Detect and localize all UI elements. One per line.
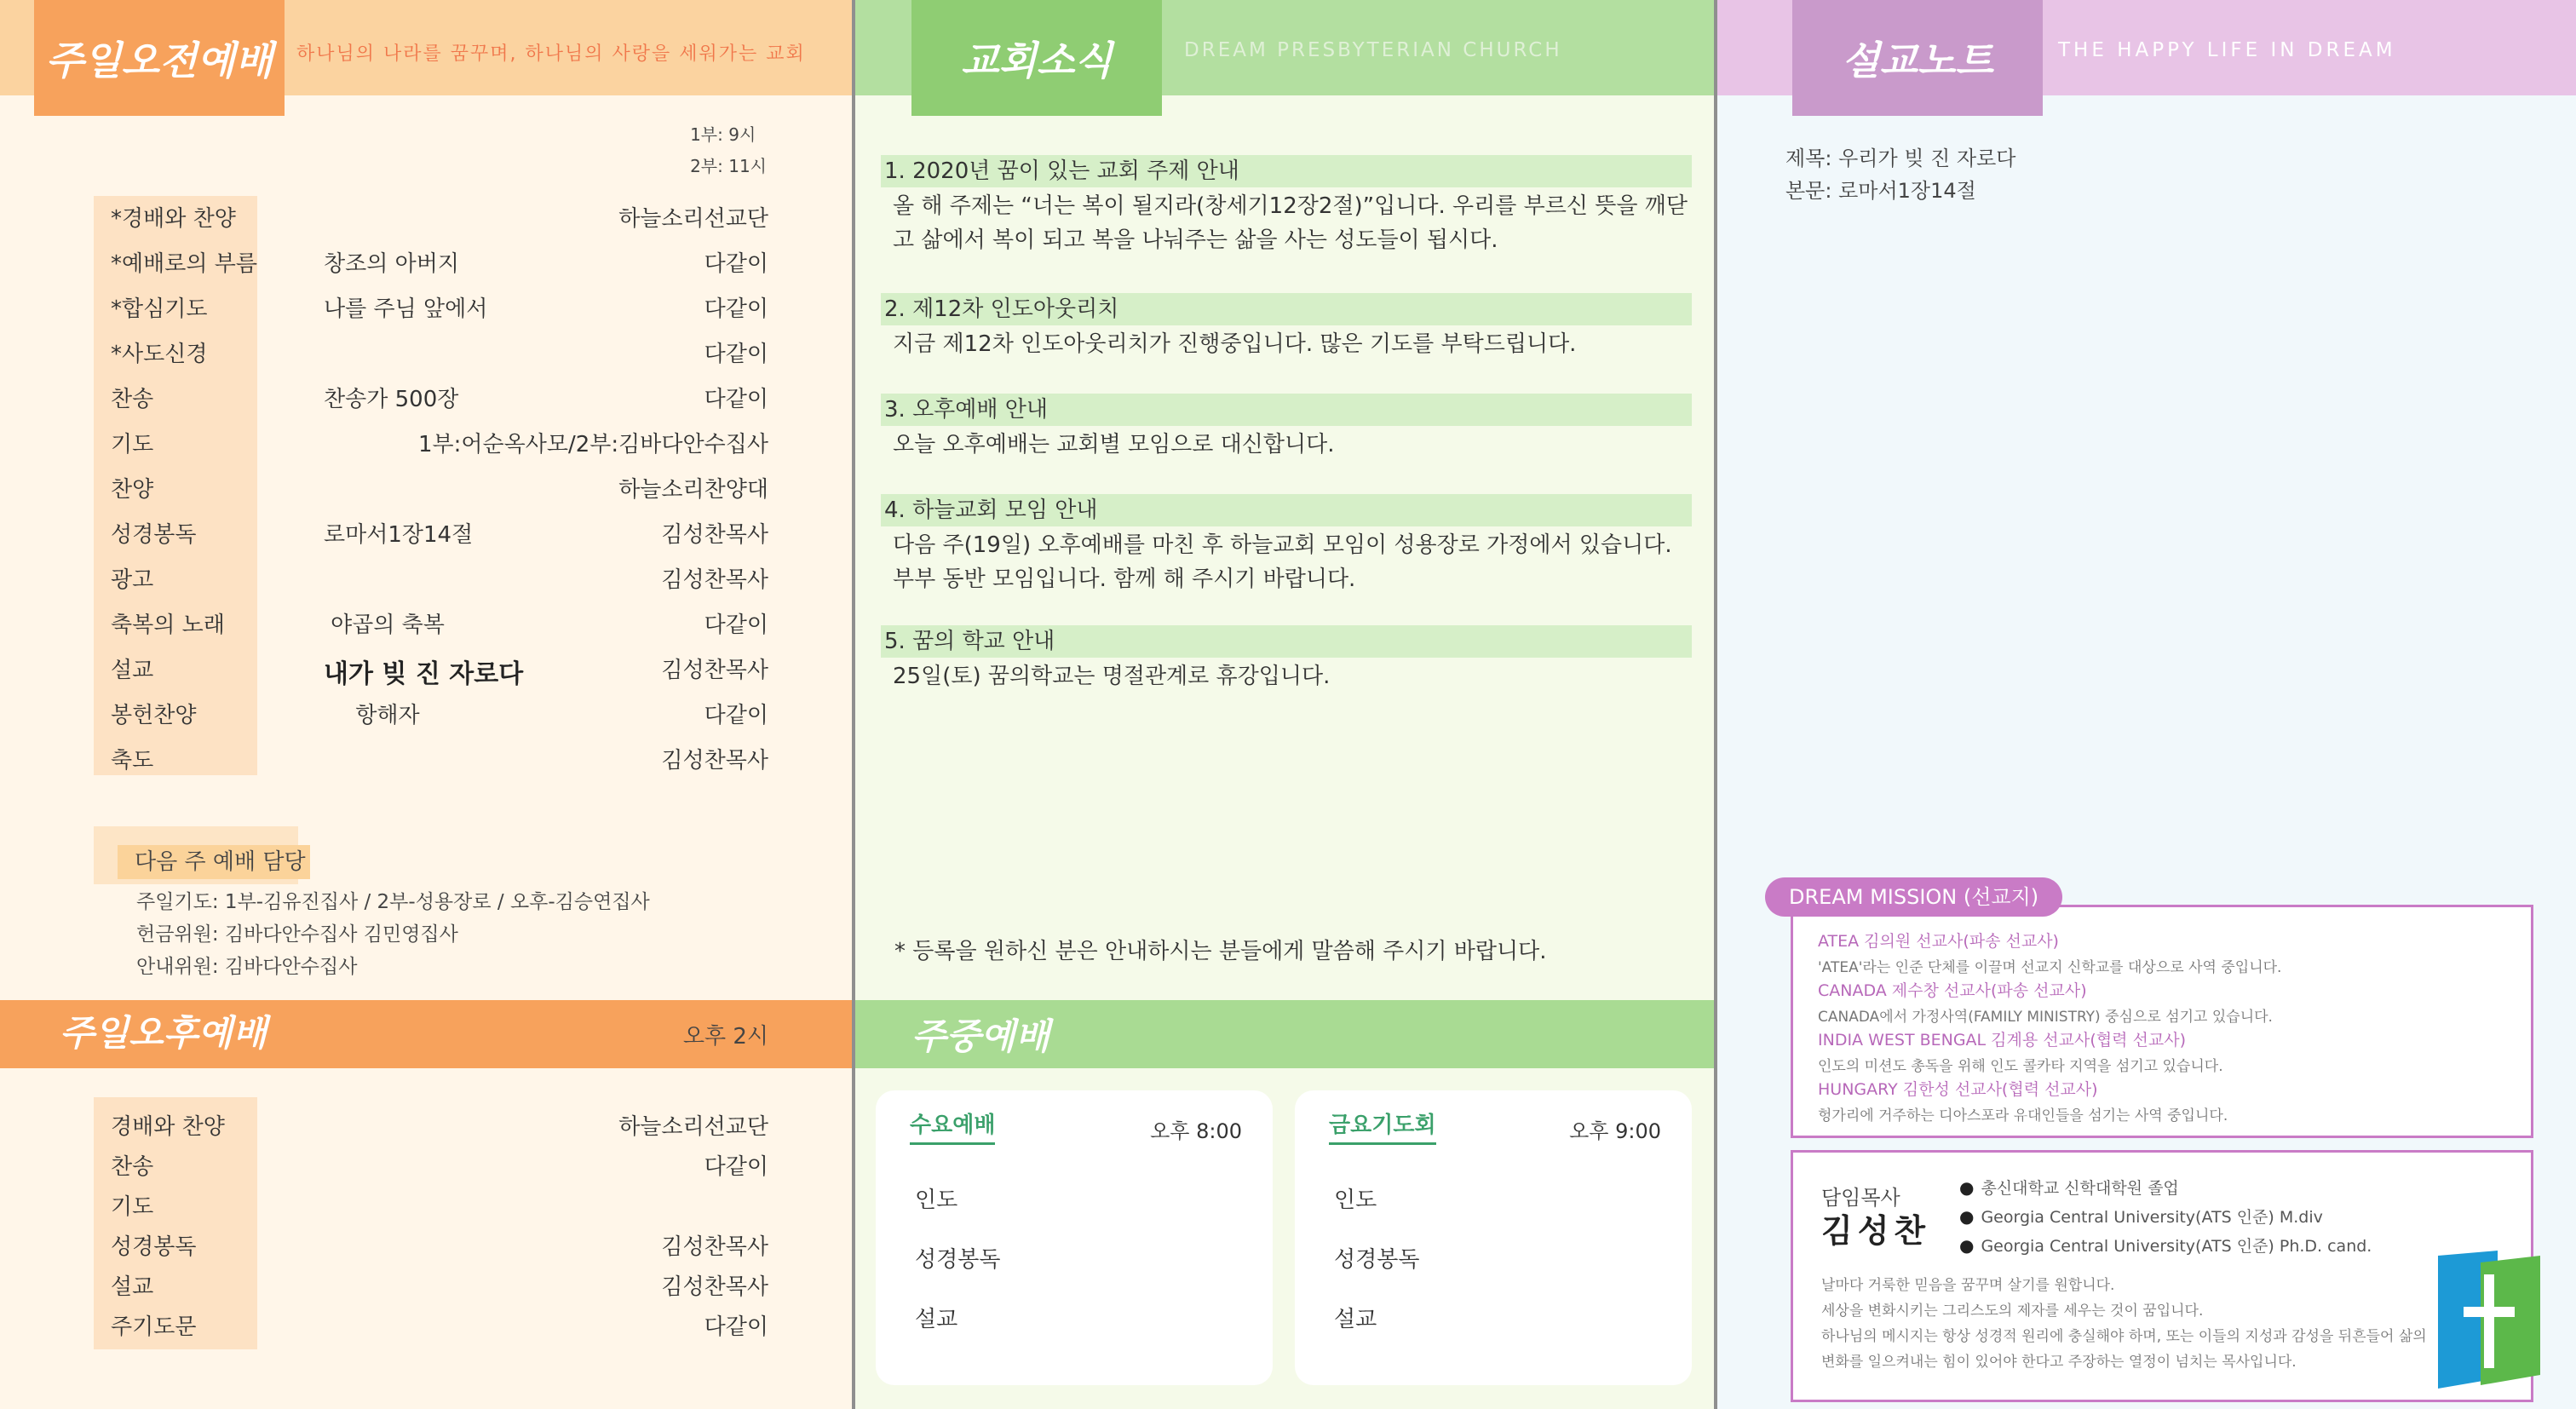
afternoon-item-name: 주기도문 [111,1314,197,1340]
news-item-title: 4. 하늘교회 모임 안내 [881,494,1692,526]
friday-item: 성경봉독 [1334,1247,1420,1273]
friday-item: 인도 [1334,1188,1377,1213]
order-item-title: 항해자 [355,703,420,728]
weekday-service-title: 주중예배 [911,1015,1050,1057]
news-item-body [881,327,1692,361]
pastor-bio-line: 변화를 일으켜내는 힘이 있어야 한다고 주장하는 열정이 넘치는 목사입니다. [1821,1354,2297,1371]
order-row [0,653,852,698]
order-item-name: *예배로의 부름 [111,251,257,277]
pastor-credential: ● 총신대학교 신학대학원 졸업 [1959,1176,2179,1199]
mission-name: ATEA 김의원 선교사(파송 선교사) [1818,932,2059,951]
pastor-role: 담임목사 [1821,1186,1900,1210]
afternoon-order-row [0,1309,852,1349]
order-row [0,336,852,382]
news-item [881,394,1692,462]
news-item [881,625,1692,693]
church-news-panel [855,0,1714,1409]
order-row [0,607,852,653]
pastor-bio-line: 세상을 변화시키는 그리스도의 제자를 세우는 것이 꿈입니다. [1821,1303,2204,1320]
news-body-line: 올 해 주제는 “너는 복이 될지라(창세기12장2절)”입니다. 우리를 부르신 뜻을 깨닫 [893,193,1688,219]
morning-service-title: 주일오전예배 [34,0,285,116]
mission-name: HUNGARY 김한성 선교사(협력 선교사) [1818,1080,2098,1099]
mission-description: CANADA에서 가정사역(FAMILY MINISTRY) 중심으로 섬기고 있습니다. [1818,1009,2273,1026]
order-item-name: 축도 [111,748,154,774]
afternoon-item-leader: 김성찬목사 [661,1234,768,1260]
order-row [0,698,852,743]
order-item-name: 봉헌찬양 [111,703,197,728]
order-item-name: *사도신경 [111,342,208,367]
next-week-offering: 헌금위원: 김바다안수집사 김민영집사 [136,923,458,946]
afternoon-service-time: 오후 2시 [682,1024,768,1050]
registration-note: * 등록을 원하신 분은 안내하시는 분들에게 말씀해 주시기 바랍니다. [894,939,1547,964]
news-item [881,494,1692,596]
order-item-name: 광고 [111,567,154,593]
mission-name: CANADA 제수창 선교사(파송 선교사) [1818,981,2087,1000]
order-item-title: 로마서1장14절 [324,522,474,548]
pastor-bio-line: 날마다 거룩한 믿음을 꿈꾸며 살기를 원합니다. [1821,1277,2115,1294]
service-time-1: 1부: 9시 [690,124,756,145]
order-item-leader: 하늘소리선교단 [618,206,768,232]
news-body-line: 다음 주(19일) 오후예배를 마친 후 하늘교회 모임이 성용장로 가정에서 있습니다. [893,532,1672,558]
news-item-title: 2. 제12차 인도아웃리치 [881,293,1692,325]
afternoon-item-leader: 다같이 [704,1314,768,1340]
news-body-line: 부부 동반 모임입니다. 함께 해 주시기 바랍니다. [893,566,1356,592]
afternoon-item-name: 설교 [111,1274,154,1300]
friday-service-time: 오후 9:00 [1569,1119,1661,1143]
order-item-title: 나를 주님 앞에서 [324,296,488,322]
news-item-body [881,189,1692,257]
afternoon-order-row [0,1189,852,1228]
afternoon-item-leader: 다같이 [704,1154,768,1180]
order-item-leader: 김성찬목사 [661,567,768,593]
wednesday-card [876,1090,1273,1385]
order-item-title: 창조의 아버지 [324,251,459,277]
news-item-body [881,428,1692,462]
afternoon-order-row [0,1109,852,1148]
order-item-name: 기도 [111,432,154,457]
friday-item: 설교 [1334,1307,1377,1332]
order-item-leader: 김성찬목사 [661,522,768,548]
order-item-leader: 다같이 [704,251,768,277]
order-item-title: 내가 빚 진 자로다 [324,659,524,689]
wednesday-item: 성경봉독 [915,1247,1001,1273]
sermon-subtitle: THE HAPPY LIFE IN DREAM [2058,39,2396,61]
mission-description: 헝가리에 거주하는 디아스포라 유대인들을 섬기는 사역 중입니다. [1818,1107,2228,1124]
friday-card [1295,1090,1692,1385]
order-row [0,291,852,336]
order-item-leader: 다같이 [704,703,768,728]
news-item-title: 1. 2020년 꿈이 있는 교회 주제 안내 [881,155,1692,187]
order-row [0,472,852,517]
order-row [0,562,852,607]
pastor-name: 김성찬 [1821,1212,1931,1250]
order-item-leader: 하늘소리찬양대 [618,477,768,503]
order-item-title: 찬송가 500장 [324,387,459,412]
afternoon-item-name: 경배와 찬양 [111,1114,225,1140]
afternoon-item-name: 기도 [111,1194,154,1220]
order-row [0,427,852,472]
order-item-leader: 다같이 [704,387,768,412]
mission-tag: DREAM MISSION (선교지) [1765,877,2062,917]
news-item-body [881,659,1692,693]
news-item [881,155,1692,257]
order-item-leader: 김성찬목사 [661,658,768,683]
next-week-usher: 안내위원: 김바다안수집사 [136,956,358,978]
sermon-notes-title: 설교노트 [1792,0,2043,116]
order-item-name: 찬양 [111,477,154,503]
afternoon-item-leader: 하늘소리선교단 [618,1114,768,1140]
order-item-name: 성경봉독 [111,522,197,548]
news-body-line: 오늘 오후예배는 교회별 모임으로 대신합니다. [893,432,1335,457]
service-times [690,119,767,182]
order-row [0,382,852,427]
order-item-leader: 다같이 [704,296,768,322]
news-body-line: 지금 제12차 인도아웃리치가 진행중입니다. 많은 기도를 부탁드립니다. [893,331,1577,357]
pastor-credential: ● Georgia Central University(ATS 인준) Ph.D. cand. [1959,1234,2372,1257]
church-cross-logo [2438,1251,2540,1389]
order-item-name: 설교 [111,658,154,683]
mission-description: 'ATEA'라는 인준 단체를 이끌며 선교지 신학교를 대상으로 사역 중입니다. [1818,959,2282,976]
order-row [0,517,852,562]
news-item-title: 5. 꿈의 학교 안내 [881,625,1692,658]
sermon-title: 제목: 우리가 빚 진 자로다 [1785,147,2016,170]
afternoon-order-row [0,1269,852,1308]
mission-description: 인도의 미션도 총독을 위해 인도 콜카타 지역을 섬기고 있습니다. [1818,1058,2223,1075]
wednesday-item: 설교 [915,1307,958,1332]
wednesday-item: 인도 [915,1188,958,1213]
mission-name: INDIA WEST BENGAL 김계용 선교사(협력 선교사) [1818,1031,2186,1050]
friday-service-name: 금요기도회 [1329,1107,1436,1145]
order-item-leader: 다같이 [704,612,768,638]
news-body-line: 고 삶에서 복이 되고 복을 나눠주는 삶을 사는 성도들이 됩시다. [893,227,1498,253]
wednesday-service-name: 수요예배 [910,1107,995,1145]
sermon-scripture: 본문: 로마서1장14절 [1785,179,1976,203]
order-item-name: *경배와 찬양 [111,206,236,232]
mission-item [1818,929,2516,976]
news-item-title: 3. 오후예배 안내 [881,394,1692,426]
order-row [0,246,852,291]
next-week-label: 다음 주 예배 담당 [118,845,310,879]
pastor-credential: ● Georgia Central University(ATS 인준) M.div [1959,1205,2323,1228]
order-item-title: 야곱의 축복 [331,612,445,638]
mission-item [1818,1027,2516,1075]
morning-service-panel [0,0,852,1409]
service-time-2: 2부: 11시 [690,156,767,176]
afternoon-item-name: 성경봉독 [111,1234,197,1260]
next-week-prayer: 주일기도: 1부-김유진집사 / 2부-성용장로 / 오후-김승연집사 [136,891,650,913]
order-row [0,743,852,788]
order-item-leader: 다같이 [704,342,768,367]
afternoon-item-name: 찬송 [111,1154,154,1180]
sermon-notes-panel [1717,0,2576,1409]
order-row [0,201,852,246]
news-item [881,293,1692,361]
pastor-bio-line: 하나님의 메시지는 항상 성경적 원리에 충실해야 하며, 또는 이들의 지성과 감성을 뒤흔들어 삶의 [1821,1328,2427,1345]
afternoon-service-title: 주일오후예배 [60,1012,267,1054]
wednesday-service-time: 오후 8:00 [1150,1119,1242,1143]
afternoon-item-leader: 김성찬목사 [661,1274,768,1300]
order-item-name: *합심기도 [111,296,208,322]
afternoon-order-row [0,1149,852,1188]
order-item-leader: 1부:어순옥사모/2부:김바다안수집사 [418,432,768,457]
order-item-leader: 김성찬목사 [661,748,768,774]
mission-item [1818,1077,2516,1124]
news-body-line: 25일(토) 꿈의학교는 명절관계로 휴강입니다. [893,664,1331,689]
news-item-body [881,528,1692,596]
order-item-name: 축복의 노래 [111,612,225,638]
church-name-en: DREAM PRESBYTERIAN CHURCH [1184,39,1562,61]
news-title: 교회소식 [911,0,1162,116]
afternoon-order-row [0,1229,852,1268]
church-motto: 하나님의 나라를 꿈꾸며, 하나님의 사랑을 세워가는 교회 [296,43,806,65]
order-item-name: 찬송 [111,387,154,412]
mission-item [1818,978,2516,1026]
